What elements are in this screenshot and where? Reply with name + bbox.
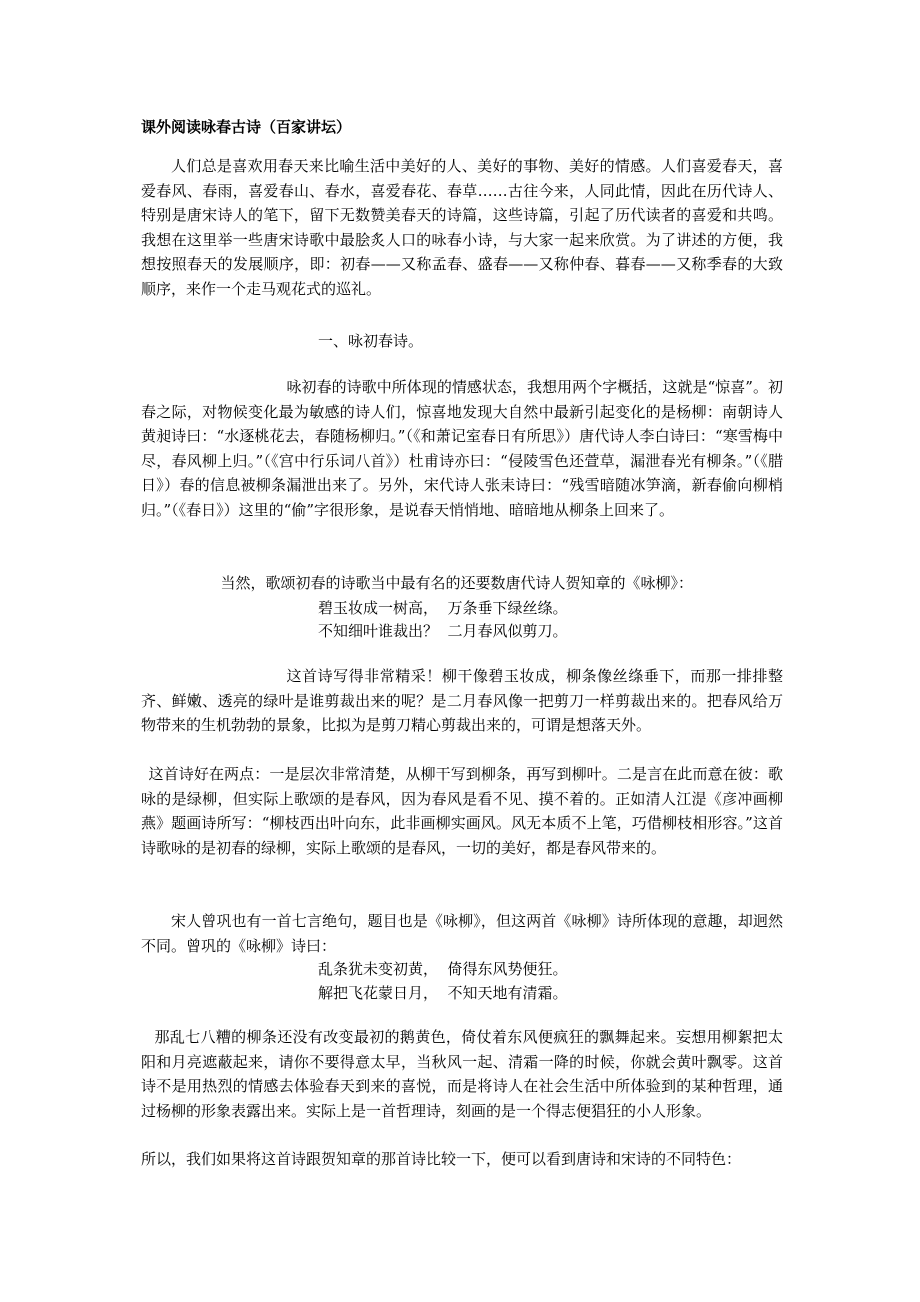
zeng-gong-intro-paragraph: 宋人曾巩也有一首七言绝句，题目也是《咏柳》，但这两首《咏柳》诗所体现的意趣，却迥然不同。曾巩的《咏柳》诗曰： bbox=[141, 912, 783, 955]
poem1-line2: 不知细叶谁裁出？ 二月春风似剪刀。 bbox=[318, 622, 568, 640]
poem2-line2: 解把飞花蒙日月， 不知天地有清霜。 bbox=[318, 984, 568, 1002]
conclusion-paragraph: 所以，我们如果将这首诗跟贺知章的那首诗比较一下，便可以看到唐诗和宋诗的不同特色： bbox=[141, 1150, 742, 1168]
document-title: 课外阅读咏春古诗（百家讲坛） bbox=[141, 118, 352, 136]
poem1-comment-paragraph: 这首诗写得非常精采！柳干像碧玉妆成，柳条像丝绦垂下，而那一排排整齐、鲜嫩、透亮的绿叶是谁剪裁出来的呢？是二月春风像一把剪刀一样剪裁出来的。把春风给万物带来的生机勃勃的景象，比拟为是剪刀精心剪裁出来的，可谓是想落天外。 bbox=[141, 667, 783, 734]
he-zhizhang-intro-paragraph: 当然，歌颂初春的诗歌当中最有名的还要数唐代诗人贺知章的《咏柳》： bbox=[220, 574, 694, 592]
poem2-comment-paragraph: 那乱七八糟的柳条还没有改变最初的鹅黄色，倚仗着东风便疯狂的飘舞起来。妄想用柳絮把太阳和月亮遮蔽起来，请你不要得意太早，当秋风一起、清霜一降的时候，你就会黄叶飘零。这首诗不是用热烈的情感去体验春天到来的喜悦，而是将诗人在社会生活中所体验到的某种哲理，通过杨柳的形象表露出来。实际上是一首哲理诗，刻画的是一个得志便猖狂的小人形象。 bbox=[141, 1028, 783, 1120]
early-spring-paragraph: 咏初春的诗歌中所体现的情感状态，我想用两个字概括，这就是“惊喜”。初春之际，对物候变化最为敏感的诗人们，惊喜地发现大自然中最新引起变化的是杨柳：南朝诗人黄昶诗曰：“水逐桃花去，春随杨柳归。”（《和萧记室春日有所思》）唐代诗人李白诗曰：“寒雪梅中尽，春风柳上归。”（《宫中行乐词八首》）杜甫诗亦曰：“侵陵雪色还萱草，漏泄春光有柳条。”（《腊日》）春的信息被柳条漏泄出来了。另外，宋代诗人张耒诗曰：“残雪暗随冰笋滴，新春偷向柳梢归。”（《春日》）这里的“偷”字很形象，是说春天悄悄地、暗暗地从柳条上回来了。 bbox=[141, 378, 783, 519]
intro-paragraph: 人们总是喜欢用春天来比喻生活中美好的人、美好的事物、美好的情感。人们喜爱春天，喜爱春风、春雨，喜爱春山、春水，喜爱春花、春草……古往今来，人同此情，因此在历代诗人、特别是唐宋诗人的笔下，留下无数赞美春天的诗篇，这些诗篇，引起了历代读者的喜爱和共鸣。我想在这里举一些唐宋诗歌中最脍炙人口的咏春小诗，与大家一起来欣赏。为了讲述的方便，我想按照春天的发展顺序，即：初春——又称孟春、盛春——又称仲春、暮春——又称季春的大致顺序，来作一个走马观花式的巡礼。 bbox=[141, 157, 783, 298]
section-heading: 一、咏初春诗。 bbox=[318, 332, 424, 350]
poem1-analysis-paragraph: 这首诗好在两点：一是层次非常清楚，从柳干写到柳条，再写到柳叶。二是言在此而意在彼：歌咏的是绿柳，但实际上歌颂的是春风，因为春风是看不见、摸不着的。正如清人江湜《彦冲画柳燕》题画诗所写：“柳枝西出叶向东，此非画柳实画风。风无本质不上笔，巧借柳枝相形容。”这首诗歌咏的是初春的绿柳，实际上歌颂的是春风，一切的美好，都是春风带来的。 bbox=[141, 765, 783, 857]
poem2-line1: 乱条犹未变初黄， 倚得东风势便狂。 bbox=[318, 960, 568, 978]
poem1-line1: 碧玉妆成一树高， 万条垂下绿丝绦。 bbox=[318, 599, 568, 617]
